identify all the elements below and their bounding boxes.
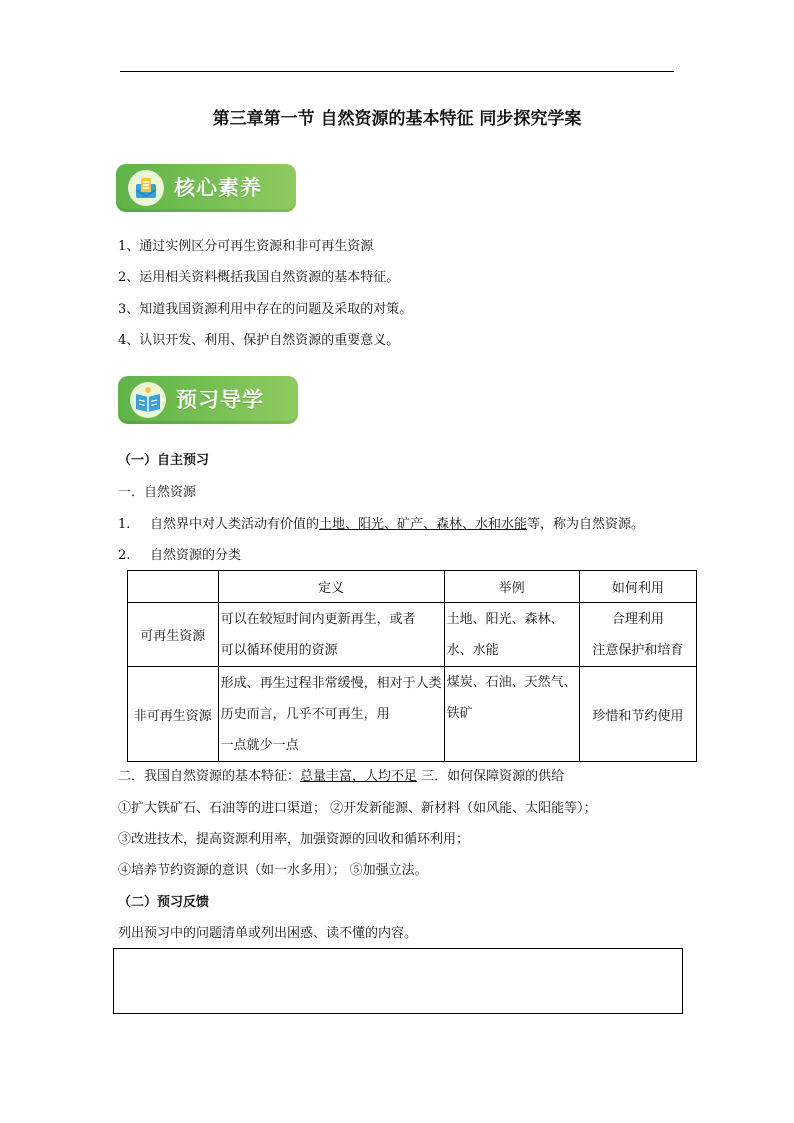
table-row — [128, 603, 697, 667]
resource-examples: 土地、阳光、森林、 水、水能 — [444, 603, 579, 667]
measure-item: ④培养节约资源的意识（如一水多用）； ⑤加强立法。 — [118, 863, 428, 878]
resource-definition: 可以在较短时间内更新再生，或者 可以循环使用的资源 — [218, 603, 444, 667]
definition-text: 等，称为自然资源。 — [527, 517, 645, 532]
section-heading-feedback: （二）预习反馈 — [118, 895, 210, 910]
features-line — [118, 768, 564, 786]
subsection-natural-resources: 一．自然资源 — [118, 485, 197, 500]
header-rule — [120, 71, 674, 72]
table-header-cell: 定义 — [218, 571, 444, 603]
supply-heading: 三．如何保障资源的供给 — [417, 769, 565, 784]
feedback-instruction: 列出预习中的问题清单或列出困惑、读不懂的内容。 — [118, 926, 418, 941]
table-row — [128, 667, 697, 762]
goal-item: 2、运用相关资料概括我国自然资源的基本特征。 — [118, 270, 400, 285]
features-answer: 总量丰富，人均不足 — [300, 769, 418, 784]
table-header-cell: 举例 — [444, 571, 579, 603]
goal-item: 1、通过实例区分可再生资源和非可再生资源 — [118, 239, 374, 254]
definition-text: 自然界中对人类活动有价值的 — [150, 517, 320, 532]
resource-type: 非可再生资源 — [128, 667, 219, 762]
banner-label: 核心素养 — [174, 176, 262, 200]
preview-guide-banner — [118, 376, 298, 424]
resource-examples: 煤炭、石油、天然气、 铁矿 — [444, 667, 579, 762]
resource-definition: 形成、再生过程非常缓慢，相对于人类 历史而言，几乎不可再生，用 一点就少一点 — [218, 667, 444, 762]
page-title: 第三章第一节 自然资源的基本特征 同步探究学案 — [212, 109, 582, 129]
goal-item: 3、知道我国资源利用中存在的问题及采取的对策。 — [118, 302, 413, 317]
measure-item: ③改进技术，提高资源利用率，加强资源的回收和循环利用； — [118, 832, 470, 847]
goal-item: 4、认识开发、利用、保护自然资源的重要意义。 — [118, 333, 400, 348]
section-heading-self-study: （一）自主预习 — [118, 453, 210, 468]
features-label: 二．我国自然资源的基本特征： — [118, 769, 301, 784]
book-icon — [130, 382, 166, 418]
notebook-icon — [128, 170, 164, 206]
item-number: 2. — [118, 548, 131, 563]
item-number: 1. — [118, 517, 131, 532]
table-header-cell — [128, 571, 219, 603]
resource-type: 可再生资源 — [128, 603, 219, 667]
measure-item: ①扩大铁矿石、石油等的进口渠道； ②开发新能源、新材料（如风能、太阳能等）； — [118, 801, 597, 816]
table-header-row — [128, 571, 697, 603]
definition-answer: 土地、阳光、矿产、森林、水和水能 — [319, 517, 528, 532]
resource-usage: 珍惜和节约使用 — [579, 667, 696, 762]
resource-classification-table — [127, 570, 697, 762]
banner-label: 预习导学 — [176, 388, 264, 412]
classification-label: 自然资源的分类 — [150, 548, 242, 563]
resource-usage: 合理利用 注意保护和培育 — [579, 603, 696, 667]
definition-line — [150, 516, 644, 534]
table-header-cell: 如何利用 — [579, 571, 696, 603]
core-literacy-banner — [116, 164, 296, 212]
feedback-answer-box[interactable] — [113, 948, 683, 1014]
